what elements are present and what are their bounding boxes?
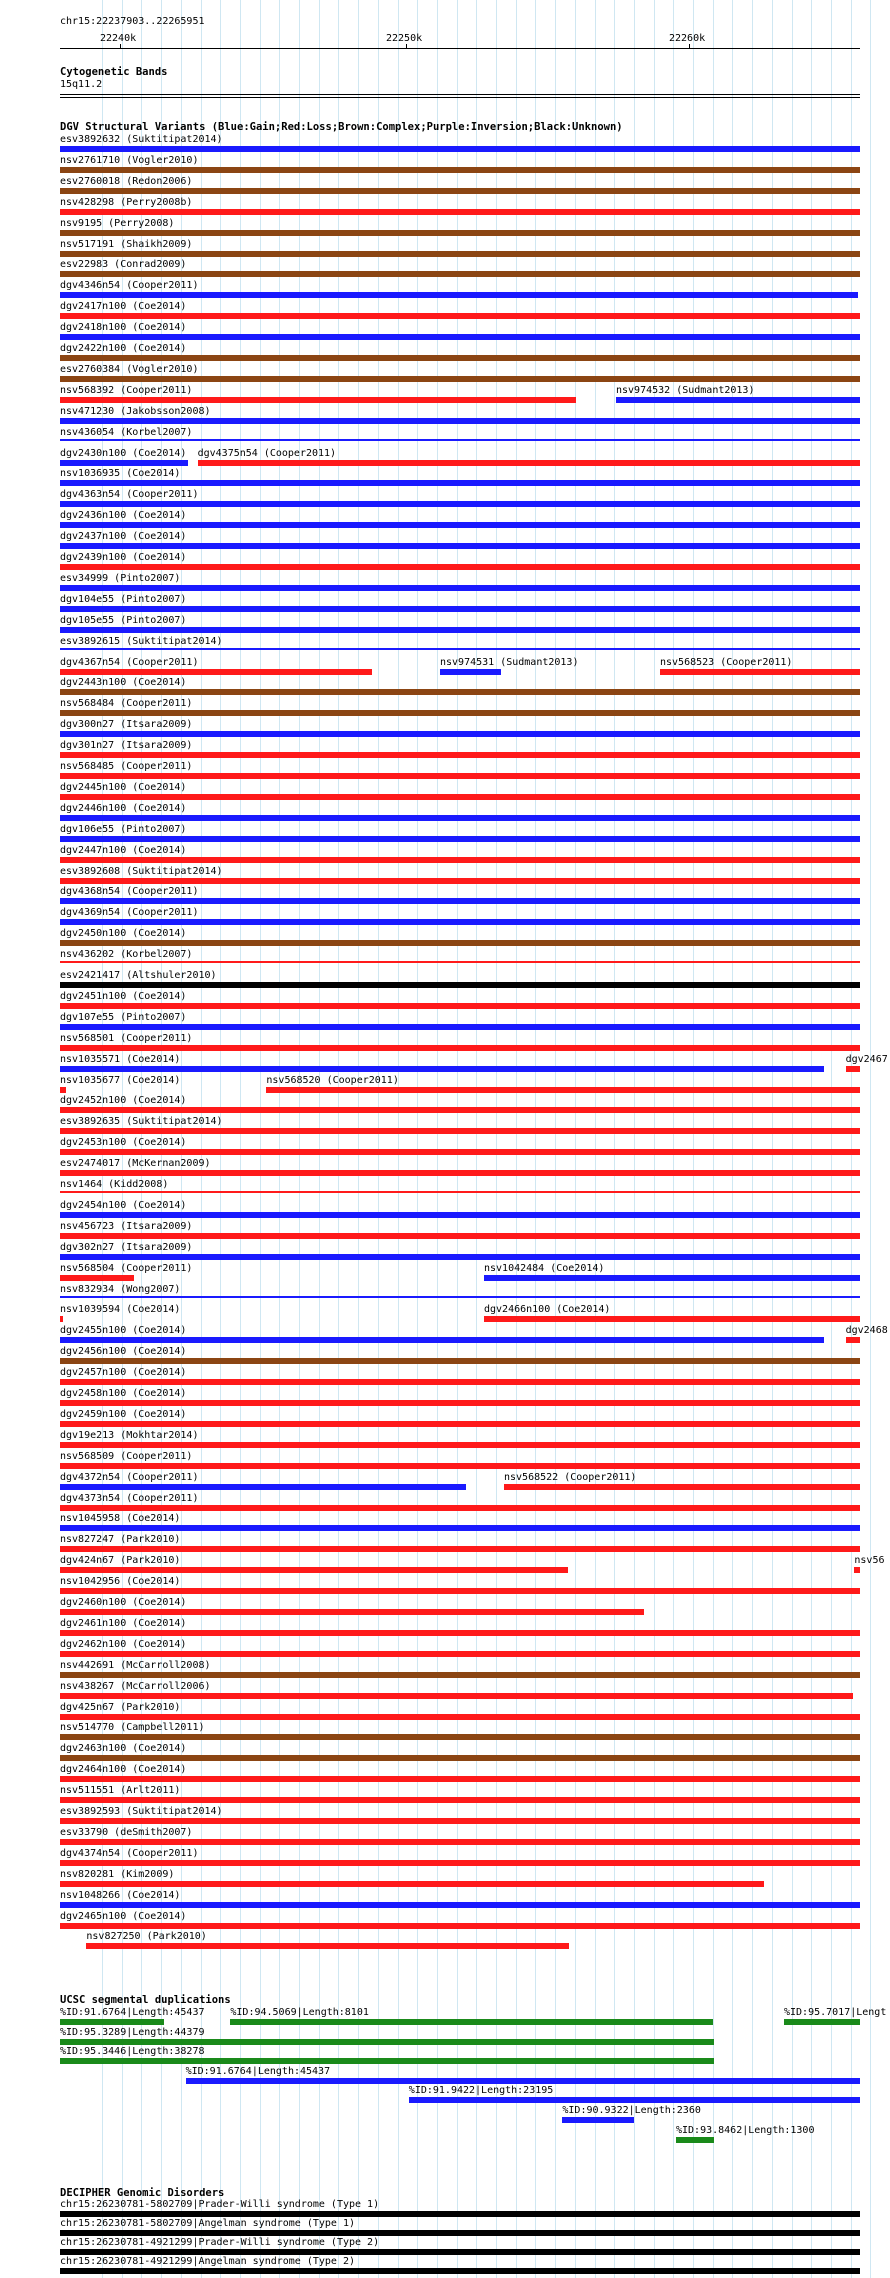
dgv-feature-label[interactable]: dgv2452n100 (Coe2014) bbox=[60, 1095, 187, 1107]
dgv-feature-label[interactable]: nsv568504 (Cooper2011) bbox=[60, 1262, 193, 1274]
cytoband-track-title: Cytogenetic Bands bbox=[60, 66, 168, 78]
dgv-feature-bar[interactable] bbox=[60, 543, 860, 549]
dgv-feature-bar[interactable] bbox=[60, 188, 860, 194]
dgv-feature-label[interactable]: nsv568520 (Cooper2011) bbox=[266, 1074, 399, 1086]
dgv-feature-bar[interactable] bbox=[60, 292, 858, 298]
dgv-feature-bar[interactable] bbox=[60, 648, 860, 650]
dgv-feature-label[interactable]: nsv1036935 (Coe2014) bbox=[60, 468, 181, 480]
dgv-feature-label[interactable]: dgv2462n100 (Coe2014) bbox=[60, 1638, 187, 1650]
dgv-feature-bar[interactable] bbox=[60, 1358, 860, 1364]
dgv-feature-bar[interactable] bbox=[60, 1191, 860, 1193]
grid-line bbox=[752, 0, 753, 2278]
ruler-tick bbox=[689, 44, 690, 49]
dgv-feature-label[interactable]: dgv4372n54 (Cooper2011) bbox=[60, 1471, 199, 1483]
dgv-feature-bar[interactable] bbox=[60, 898, 860, 904]
dgv-feature-label[interactable]: dgv2455n100 (Coe2014) bbox=[60, 1325, 187, 1337]
decipher-feature-bar[interactable] bbox=[60, 2230, 860, 2236]
dgv-feature-bar[interactable] bbox=[60, 1337, 824, 1343]
grid-line bbox=[772, 0, 773, 2278]
dgv-feature-bar[interactable] bbox=[854, 1567, 860, 1573]
dgv-feature-label[interactable]: nsv827247 (Park2010) bbox=[60, 1534, 181, 1546]
dgv-feature-label[interactable]: dgv2468 bbox=[845, 1325, 888, 1337]
grid-line bbox=[713, 0, 714, 2278]
ruler-tick-label: 22240k bbox=[100, 33, 137, 44]
dgv-feature-bar[interactable] bbox=[60, 1463, 860, 1469]
segdup-feature-label[interactable]: %ID:95.7017|Lengt bbox=[784, 2007, 887, 2018]
dgv-feature-bar[interactable] bbox=[60, 1087, 66, 1093]
grid-line bbox=[870, 0, 871, 2278]
dgv-feature-bar[interactable] bbox=[60, 1567, 568, 1573]
grid-line bbox=[338, 0, 339, 2278]
dgv-feature-bar[interactable] bbox=[60, 773, 860, 779]
grid-line bbox=[378, 0, 379, 2278]
dgv-feature-label[interactable]: esv3892608 (Suktitipat2014) bbox=[60, 865, 223, 877]
dgv-feature-bar[interactable] bbox=[60, 940, 860, 946]
dgv-feature-bar[interactable] bbox=[60, 1003, 860, 1009]
dgv-feature-bar[interactable] bbox=[60, 501, 860, 507]
dgv-feature-label[interactable]: dgv2458n100 (Coe2014) bbox=[60, 1388, 187, 1399]
position-label: chr15:22237903..22265951 bbox=[60, 16, 205, 27]
dgv-feature-bar[interactable] bbox=[60, 1275, 134, 1281]
segdup-feature-label[interactable]: %ID:91.6764|Length:45437 bbox=[60, 2007, 205, 2018]
dgv-feature-label[interactable]: nsv442691 (McCarroll2008) bbox=[60, 1659, 211, 1671]
dgv-feature-label[interactable]: nsv514770 (Campbell2011) bbox=[60, 1722, 205, 1734]
dgv-feature-label[interactable]: nsv827250 (Park2010) bbox=[86, 1931, 207, 1943]
segdup-feature-label[interactable]: %ID:94.5069|Length:8101 bbox=[230, 2007, 369, 2018]
grid-line bbox=[299, 0, 300, 2278]
grid-line bbox=[792, 0, 793, 2278]
grid-line bbox=[831, 0, 832, 2278]
dgv-feature-bar[interactable] bbox=[60, 731, 860, 737]
dgv-feature-label[interactable]: dgv4369n54 (Cooper2011) bbox=[60, 907, 199, 919]
dgv-feature-label[interactable]: dgv4373n54 (Cooper2011) bbox=[60, 1492, 199, 1504]
decipher-feature-label[interactable]: chr15:26230781-4921299|Prader-Willi syndrome (Type 2) bbox=[60, 2237, 380, 2248]
dgv-feature-bar[interactable] bbox=[60, 919, 860, 925]
dgv-feature-label[interactable]: nsv1464 (Kidd2008) bbox=[60, 1179, 169, 1190]
dgv-feature-label[interactable]: nsv438267 (McCarroll2006) bbox=[60, 1680, 211, 1692]
dgv-feature-label[interactable]: dgv2457n100 (Coe2014) bbox=[60, 1367, 187, 1379]
dgv-feature-bar[interactable] bbox=[60, 355, 860, 361]
dgv-feature-bar[interactable] bbox=[60, 1818, 860, 1824]
dgv-feature-bar[interactable] bbox=[60, 982, 860, 988]
dgv-feature-label[interactable]: dgv2465n100 (Coe2014) bbox=[60, 1910, 187, 1922]
segdup-feature-label[interactable]: %ID:95.3446|Length:38278 bbox=[60, 2046, 205, 2058]
dgv-feature-label[interactable]: esv3892632 (Suktitipat2014) bbox=[60, 134, 223, 145]
segdup-feature-bar[interactable] bbox=[60, 2019, 164, 2025]
decipher-track-title: DECIPHER Genomic Disorders bbox=[60, 2187, 225, 2199]
grid-line bbox=[457, 0, 458, 2278]
dgv-feature-bar[interactable] bbox=[60, 669, 372, 675]
dgv-feature-label[interactable]: dgv2443n100 (Coe2014) bbox=[60, 677, 187, 689]
dgv-feature-label[interactable]: nsv974531 (Sudmant2013) bbox=[440, 656, 579, 668]
decipher-feature-bar[interactable] bbox=[60, 2268, 860, 2274]
dgv-feature-label[interactable]: dgv2450n100 (Coe2014) bbox=[60, 928, 187, 940]
dgv-feature-bar[interactable] bbox=[60, 1672, 860, 1678]
segdup-feature-bar[interactable] bbox=[409, 2097, 860, 2103]
dgv-feature-label[interactable]: nsv1048266 (Coe2014) bbox=[60, 1889, 181, 1901]
segdup-feature-label[interactable]: %ID:93.8462|Length:1300 bbox=[676, 2124, 815, 2136]
grid-line bbox=[496, 0, 497, 2278]
dgv-feature-label[interactable]: dgv2418n100 (Coe2014) bbox=[60, 322, 187, 334]
segdup-feature-bar[interactable] bbox=[676, 2137, 714, 2143]
dgv-feature-label[interactable]: dgv2417n100 (Coe2014) bbox=[60, 301, 187, 313]
dgv-feature-label[interactable]: dgv2463n100 (Coe2014) bbox=[60, 1743, 187, 1755]
dgv-feature-label[interactable]: nsv436054 (Korbel2007) bbox=[60, 426, 193, 438]
dgv-feature-bar[interactable] bbox=[60, 836, 860, 842]
dgv-feature-bar[interactable] bbox=[60, 167, 860, 173]
dgv-track-title: DGV Structural Variants (Blue:Gain;Red:Loss;Brown:Complex;Purple:Inversion;Black:Unknown) bbox=[60, 121, 623, 133]
segdup-feature-bar[interactable] bbox=[186, 2078, 860, 2084]
ruler-tick-label: 22250k bbox=[386, 33, 423, 44]
dgv-feature-bar[interactable] bbox=[60, 397, 576, 403]
grid-line bbox=[575, 0, 576, 2278]
dgv-feature-bar[interactable] bbox=[60, 1923, 860, 1929]
decipher-feature-label[interactable]: chr15:26230781-5802709|Angelman syndrome (Type 1) bbox=[60, 2218, 356, 2229]
dgv-feature-bar[interactable] bbox=[60, 1797, 860, 1803]
dgv-feature-label[interactable]: esv22983 (Conrad2009) bbox=[60, 259, 187, 271]
segdup-feature-label[interactable]: %ID:91.6764|Length:45437 bbox=[185, 2065, 331, 2077]
dgv-feature-label[interactable]: dgv2430n100 (Coe2014) bbox=[60, 447, 187, 459]
dgv-feature-bar[interactable] bbox=[60, 1484, 466, 1490]
dgv-feature-label[interactable]: nsv568484 (Cooper2011) bbox=[60, 698, 193, 710]
grid-line bbox=[319, 0, 320, 2278]
segdup-feature-bar[interactable] bbox=[60, 2058, 714, 2064]
dgv-feature-label[interactable]: nsv568392 (Cooper2011) bbox=[60, 384, 193, 396]
dgv-feature-label[interactable]: nsv2761710 (Vogler2010) bbox=[60, 154, 199, 166]
dgv-feature-bar[interactable] bbox=[60, 1839, 860, 1845]
dgv-feature-bar[interactable] bbox=[846, 1337, 860, 1343]
dgv-feature-label[interactable]: dgv4346n54 (Cooper2011) bbox=[60, 280, 199, 292]
dgv-feature-label[interactable]: nsv820281 (Kim2009) bbox=[60, 1868, 175, 1880]
grid-line bbox=[240, 0, 241, 2278]
dgv-feature-bar[interactable] bbox=[60, 1379, 860, 1385]
dgv-feature-label[interactable]: nsv511551 (Arlt2011) bbox=[60, 1785, 181, 1797]
decipher-feature-bar[interactable] bbox=[60, 2211, 860, 2217]
grid-line bbox=[437, 0, 438, 2278]
dgv-feature-bar[interactable] bbox=[60, 334, 860, 340]
dgv-feature-bar[interactable] bbox=[60, 209, 860, 215]
grid-line bbox=[595, 0, 596, 2278]
dgv-feature-label[interactable]: dgv4367n54 (Cooper2011) bbox=[60, 656, 199, 668]
dgv-feature-label[interactable]: dgv4363n54 (Cooper2011) bbox=[60, 489, 199, 501]
dgv-feature-label[interactable]: nsv568501 (Cooper2011) bbox=[60, 1032, 193, 1044]
dgv-feature-bar[interactable] bbox=[60, 1149, 860, 1155]
dgv-feature-label[interactable]: dgv2446n100 (Coe2014) bbox=[60, 802, 187, 814]
dgv-feature-label[interactable]: dgv424n67 (Park2010) bbox=[60, 1555, 181, 1567]
dgv-feature-label[interactable]: nsv1035677 (Coe2014) bbox=[60, 1074, 181, 1086]
dgv-feature-label[interactable]: nsv428298 (Perry2008b) bbox=[60, 196, 193, 208]
dgv-feature-bar[interactable] bbox=[60, 878, 860, 884]
grid-line bbox=[398, 0, 399, 2278]
dgv-feature-bar[interactable] bbox=[60, 1107, 860, 1113]
dgv-feature-label[interactable]: dgv106e55 (Pinto2007) bbox=[60, 823, 187, 835]
dgv-feature-bar[interactable] bbox=[60, 585, 860, 591]
dgv-feature-label[interactable]: nsv1035571 (Coe2014) bbox=[60, 1053, 181, 1065]
dgv-feature-label[interactable]: nsv436202 (Korbel2007) bbox=[60, 949, 193, 961]
grid-line bbox=[673, 0, 674, 2278]
dgv-feature-bar[interactable] bbox=[60, 1546, 860, 1552]
dgv-feature-bar[interactable] bbox=[60, 146, 860, 152]
dgv-feature-bar[interactable] bbox=[60, 1881, 764, 1887]
dgv-feature-label[interactable]: dgv2459n100 (Coe2014) bbox=[60, 1408, 187, 1420]
dgv-feature-label[interactable]: dgv2456n100 (Coe2014) bbox=[60, 1346, 187, 1358]
segdup-feature-bar[interactable] bbox=[60, 2039, 714, 2045]
dgv-feature-bar[interactable] bbox=[60, 1254, 860, 1260]
cytoband-band bbox=[60, 94, 860, 95]
dgv-feature-label[interactable]: dgv2451n100 (Coe2014) bbox=[60, 990, 187, 1002]
dgv-feature-bar[interactable] bbox=[60, 1902, 860, 1908]
decipher-feature-label[interactable]: chr15:26230781-4921299|Angelman syndrome (Type 2) bbox=[60, 2256, 356, 2267]
dgv-feature-bar[interactable] bbox=[60, 794, 860, 800]
dgv-feature-label[interactable]: dgv2439n100 (Coe2014) bbox=[60, 552, 187, 563]
grid-line bbox=[358, 0, 359, 2278]
dgv-feature-label[interactable]: nsv1045958 (Coe2014) bbox=[60, 1513, 181, 1525]
dgv-feature-label[interactable]: esv2421417 (Altshuler2010) bbox=[60, 970, 217, 981]
dgv-feature-bar[interactable] bbox=[60, 1421, 860, 1427]
dgv-feature-label[interactable]: dgv19e213 (Mokhtar2014) bbox=[60, 1429, 199, 1441]
dgv-feature-bar[interactable] bbox=[60, 1714, 860, 1720]
dgv-feature-bar[interactable] bbox=[86, 1943, 568, 1949]
dgv-feature-label[interactable]: nsv568523 (Cooper2011) bbox=[660, 656, 793, 668]
decipher-feature-bar[interactable] bbox=[60, 2249, 860, 2255]
dgv-feature-bar[interactable] bbox=[484, 1275, 860, 1281]
dgv-feature-label[interactable]: dgv107e55 (Pinto2007) bbox=[60, 1011, 187, 1023]
dgv-feature-label[interactable]: nsv1042484 (Coe2014) bbox=[484, 1262, 605, 1274]
grid-line bbox=[260, 0, 261, 2278]
dgv-feature-bar[interactable] bbox=[60, 1651, 860, 1657]
dgv-feature-bar[interactable] bbox=[60, 1212, 860, 1218]
segdup-feature-bar[interactable] bbox=[562, 2117, 633, 2123]
dgv-feature-label[interactable]: nsv1039594 (Coe2014) bbox=[60, 1304, 181, 1316]
dgv-feature-label[interactable]: esv3892615 (Suktitipat2014) bbox=[60, 635, 223, 647]
dgv-feature-bar[interactable] bbox=[60, 627, 860, 633]
dgv-feature-bar[interactable] bbox=[60, 313, 860, 319]
grid-line bbox=[654, 0, 655, 2278]
dgv-feature-label[interactable]: dgv302n27 (Itsara2009) bbox=[60, 1241, 193, 1253]
dgv-feature-bar[interactable] bbox=[60, 1734, 860, 1740]
dgv-feature-bar[interactable] bbox=[60, 1128, 860, 1134]
dgv-feature-bar[interactable] bbox=[60, 522, 860, 528]
grid-line bbox=[811, 0, 812, 2278]
dgv-feature-label[interactable]: nsv974532 (Sudmant2013) bbox=[616, 384, 755, 396]
dgv-feature-bar[interactable] bbox=[440, 669, 501, 675]
grid-line bbox=[476, 0, 477, 2278]
dgv-feature-label[interactable]: esv3892635 (Suktitipat2014) bbox=[60, 1116, 223, 1128]
dgv-feature-bar[interactable] bbox=[60, 689, 860, 695]
dgv-feature-label[interactable]: nsv568485 (Cooper2011) bbox=[60, 761, 193, 772]
dgv-feature-bar[interactable] bbox=[60, 230, 860, 236]
grid-line bbox=[555, 0, 556, 2278]
dgv-feature-label[interactable]: dgv4368n54 (Cooper2011) bbox=[60, 886, 199, 898]
dgv-feature-label[interactable]: dgv2466n100 (Coe2014) bbox=[484, 1304, 611, 1316]
segdup-feature-label[interactable]: %ID:95.3289|Length:44379 bbox=[60, 2026, 205, 2038]
dgv-feature-label[interactable]: esv3892593 (Suktitipat2014) bbox=[60, 1806, 223, 1817]
dgv-feature-label[interactable]: nsv56 bbox=[854, 1555, 885, 1567]
dgv-feature-label[interactable]: dgv4374n54 (Cooper2011) bbox=[60, 1847, 199, 1859]
dgv-feature-bar[interactable] bbox=[60, 815, 860, 821]
ruler-tick bbox=[406, 44, 407, 49]
dgv-feature-label[interactable]: nsv9195 (Perry2008) bbox=[60, 217, 175, 229]
dgv-feature-bar[interactable] bbox=[60, 418, 860, 424]
segdup-feature-bar[interactable] bbox=[230, 2019, 712, 2025]
dgv-feature-bar[interactable] bbox=[60, 376, 860, 382]
dgv-feature-label[interactable]: dgv2454n100 (Coe2014) bbox=[60, 1199, 187, 1211]
dgv-feature-label[interactable]: dgv301n27 (Itsara2009) bbox=[60, 740, 193, 752]
cytoband-band-lower bbox=[60, 97, 860, 98]
dgv-feature-label[interactable]: dgv2436n100 (Coe2014) bbox=[60, 510, 187, 522]
dgv-feature-bar[interactable] bbox=[60, 460, 188, 466]
dgv-feature-bar[interactable] bbox=[484, 1316, 860, 1322]
segdup-feature-label[interactable]: %ID:90.9322|Length:2360 bbox=[562, 2105, 701, 2116]
dgv-feature-bar[interactable] bbox=[60, 1233, 860, 1239]
dgv-feature-bar[interactable] bbox=[266, 1087, 860, 1093]
dgv-feature-bar[interactable] bbox=[60, 857, 860, 863]
ruler-tick-label: 22260k bbox=[669, 33, 706, 44]
dgv-feature-bar[interactable] bbox=[60, 1505, 860, 1511]
dgv-feature-bar[interactable] bbox=[60, 1024, 860, 1030]
grid-line bbox=[535, 0, 536, 2278]
grid-line bbox=[516, 0, 517, 2278]
dgv-feature-bar[interactable] bbox=[60, 271, 860, 277]
dgv-feature-bar[interactable] bbox=[60, 606, 860, 612]
dgv-feature-label[interactable]: esv2760384 (Vogler2010) bbox=[60, 363, 199, 375]
dgv-feature-bar[interactable] bbox=[60, 1045, 860, 1051]
dgv-feature-label[interactable]: dgv2422n100 (Coe2014) bbox=[60, 343, 187, 354]
grid-line bbox=[220, 0, 221, 2278]
dgv-feature-label[interactable]: nsv1042956 (Coe2014) bbox=[60, 1576, 181, 1588]
segdup-track-title: UCSC segmental duplications bbox=[60, 1994, 231, 2006]
dgv-feature-bar[interactable] bbox=[60, 1170, 860, 1176]
grid-line bbox=[279, 0, 280, 2278]
dgv-feature-bar[interactable] bbox=[60, 1296, 860, 1298]
dgv-feature-label[interactable]: dgv2464n100 (Coe2014) bbox=[60, 1764, 187, 1776]
dgv-feature-label[interactable]: esv33790 (deSmith2007) bbox=[60, 1826, 193, 1838]
segdup-feature-label[interactable]: %ID:91.9422|Length:23195 bbox=[408, 2085, 554, 2097]
dgv-feature-label[interactable]: esv2474017 (McKernan2009) bbox=[60, 1158, 211, 1170]
dgv-feature-bar[interactable] bbox=[616, 397, 860, 403]
dgv-feature-label[interactable]: dgv4375n54 (Cooper2011) bbox=[197, 447, 337, 459]
dgv-feature-bar[interactable] bbox=[60, 439, 860, 441]
dgv-feature-bar[interactable] bbox=[60, 710, 860, 716]
dgv-feature-label[interactable]: dgv2437n100 (Coe2014) bbox=[60, 531, 187, 543]
dgv-feature-bar[interactable] bbox=[60, 1609, 644, 1615]
dgv-feature-bar[interactable] bbox=[60, 1588, 860, 1594]
grid-line bbox=[851, 0, 852, 2278]
dgv-feature-bar[interactable] bbox=[60, 961, 860, 963]
cytoband-label: 15q11.2 bbox=[60, 79, 103, 90]
dgv-feature-bar[interactable] bbox=[60, 1776, 860, 1782]
ruler-tick bbox=[120, 44, 121, 49]
dgv-feature-bar[interactable] bbox=[60, 1630, 860, 1636]
grid-line bbox=[417, 0, 418, 2278]
grid-line bbox=[732, 0, 733, 2278]
dgv-feature-bar[interactable] bbox=[846, 1066, 860, 1072]
dgv-feature-label[interactable]: dgv2467 bbox=[845, 1053, 888, 1065]
dgv-feature-label[interactable]: nsv471230 (Jakobsson2008) bbox=[60, 405, 211, 417]
grid-line bbox=[634, 0, 635, 2278]
ruler-line bbox=[60, 48, 860, 49]
dgv-feature-bar[interactable] bbox=[660, 669, 860, 675]
grid-line bbox=[693, 0, 694, 2278]
dgv-feature-bar[interactable] bbox=[60, 1755, 860, 1761]
dgv-feature-label[interactable]: nsv456723 (Itsara2009) bbox=[60, 1220, 193, 1232]
decipher-feature-label[interactable]: chr15:26230781-5802709|Prader-Willi syndrome (Type 1) bbox=[60, 2199, 380, 2210]
dgv-feature-label[interactable]: nsv568509 (Cooper2011) bbox=[60, 1450, 193, 1462]
dgv-feature-bar[interactable] bbox=[198, 460, 860, 466]
dgv-feature-label[interactable]: dgv2445n100 (Coe2014) bbox=[60, 781, 187, 793]
dgv-feature-bar[interactable] bbox=[60, 1860, 860, 1866]
dgv-feature-bar[interactable] bbox=[60, 480, 860, 486]
dgv-feature-bar[interactable] bbox=[60, 1693, 853, 1699]
dgv-feature-label[interactable]: esv2760018 (Redon2006) bbox=[60, 175, 193, 187]
segdup-feature-bar[interactable] bbox=[784, 2019, 860, 2025]
dgv-feature-label[interactable]: dgv2461n100 (Coe2014) bbox=[60, 1617, 187, 1629]
dgv-feature-label[interactable]: dgv2453n100 (Coe2014) bbox=[60, 1137, 187, 1149]
dgv-feature-label[interactable]: dgv425n67 (Park2010) bbox=[60, 1701, 181, 1713]
dgv-feature-bar[interactable] bbox=[60, 1400, 860, 1406]
dgv-feature-bar[interactable] bbox=[60, 1316, 63, 1322]
dgv-feature-label[interactable]: dgv2447n100 (Coe2014) bbox=[60, 844, 187, 856]
dgv-feature-label[interactable]: esv34999 (Pinto2007) bbox=[60, 572, 181, 584]
dgv-feature-bar[interactable] bbox=[60, 1525, 860, 1531]
dgv-feature-label[interactable]: dgv300n27 (Itsara2009) bbox=[60, 719, 193, 731]
dgv-feature-label[interactable]: nsv832934 (Wong2007) bbox=[60, 1283, 181, 1295]
dgv-feature-bar[interactable] bbox=[60, 1442, 860, 1448]
dgv-feature-bar[interactable] bbox=[60, 251, 860, 257]
dgv-feature-label[interactable]: dgv2460n100 (Coe2014) bbox=[60, 1597, 187, 1608]
dgv-feature-label[interactable]: nsv568522 (Cooper2011) bbox=[504, 1471, 637, 1483]
dgv-feature-bar[interactable] bbox=[60, 1066, 824, 1072]
dgv-feature-bar[interactable] bbox=[60, 752, 860, 758]
dgv-feature-label[interactable]: dgv104e55 (Pinto2007) bbox=[60, 593, 187, 605]
dgv-feature-bar[interactable] bbox=[60, 564, 860, 570]
dgv-feature-bar[interactable] bbox=[504, 1484, 860, 1490]
grid-line bbox=[614, 0, 615, 2278]
dgv-feature-label[interactable]: nsv517191 (Shaikh2009) bbox=[60, 238, 193, 250]
dgv-feature-label[interactable]: dgv105e55 (Pinto2007) bbox=[60, 614, 187, 626]
